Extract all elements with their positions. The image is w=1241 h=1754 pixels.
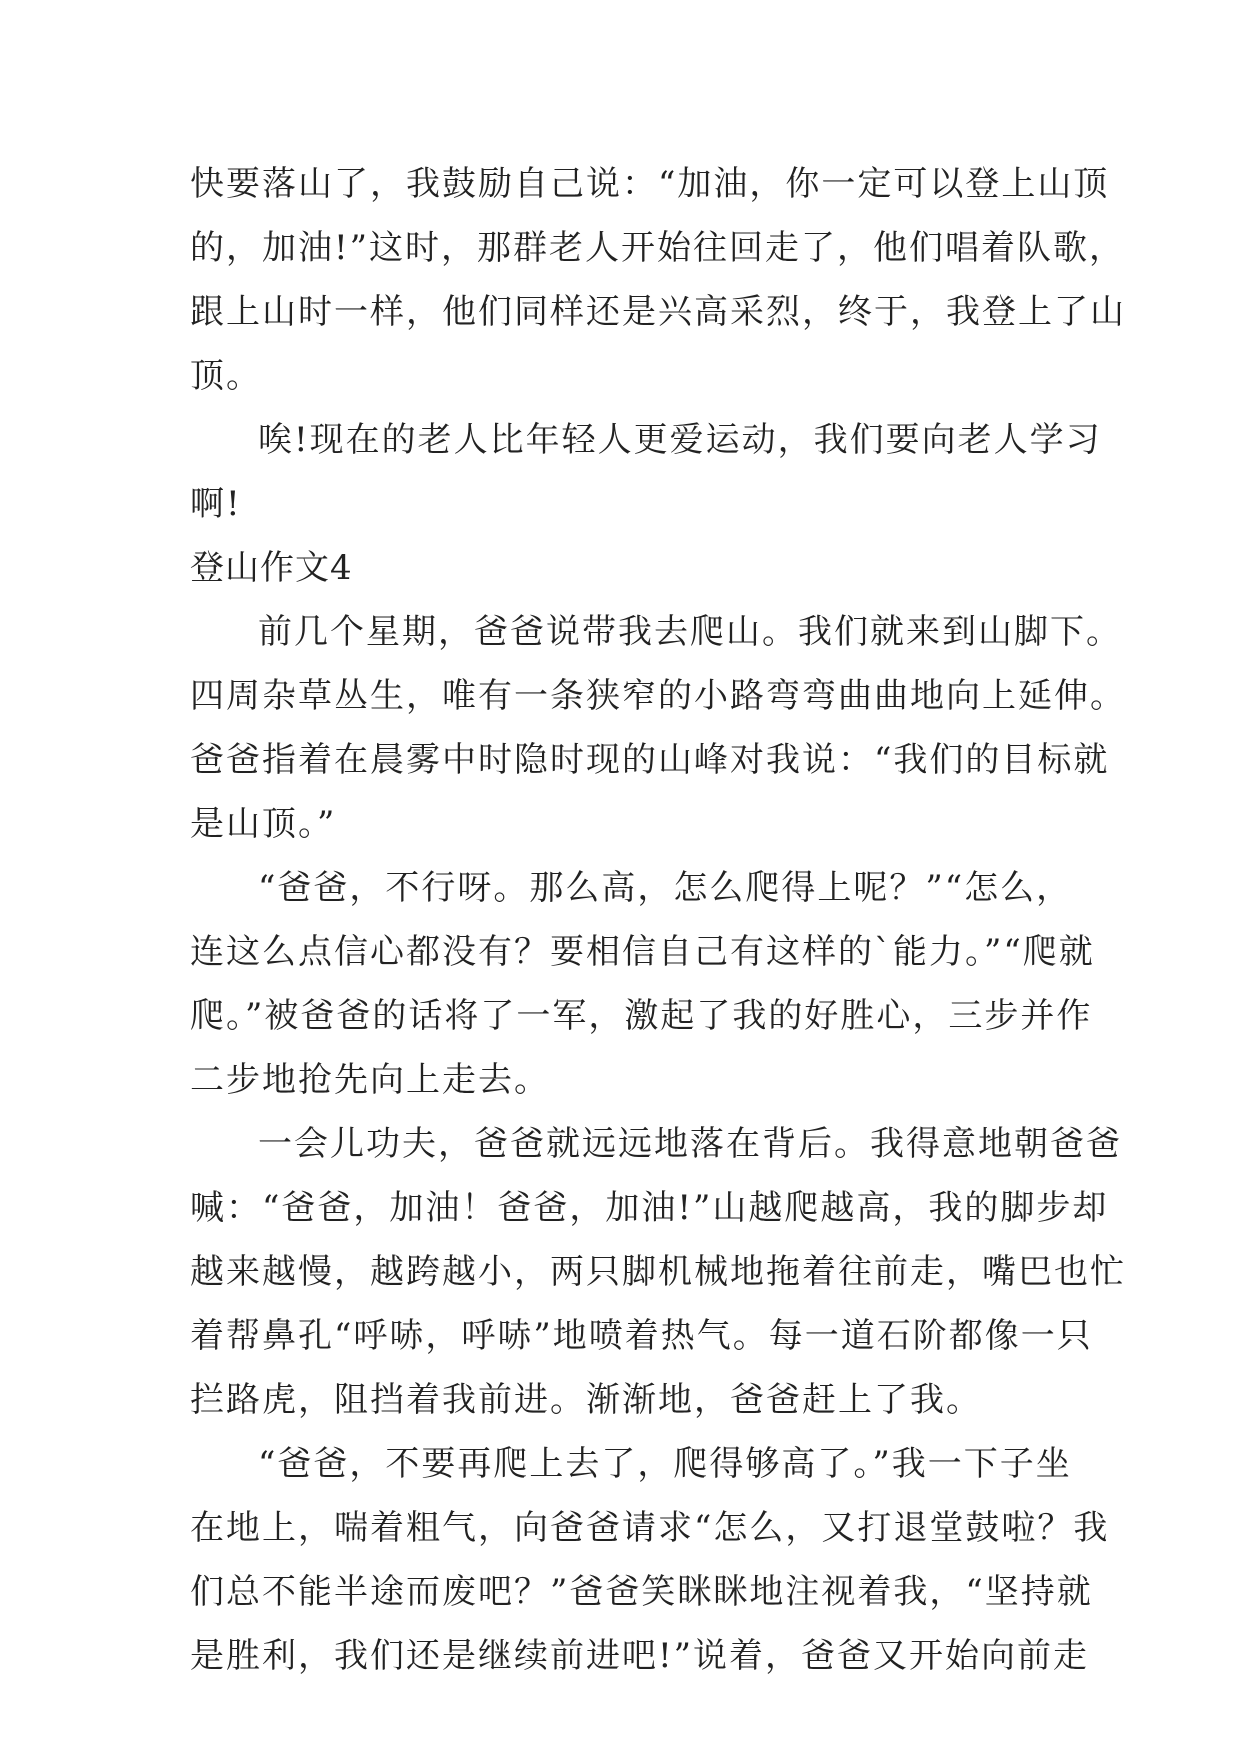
text-line: 连这么点信心都没有？要相信自己有这样的`能力。”“爬就 xyxy=(190,932,1095,972)
text-line: 是山顶。” xyxy=(190,804,337,844)
text-line: 二步地抢先向上走去。 xyxy=(190,1060,550,1100)
text-line: “爸爸，不要再爬上去了，爬得够高了。”我一下子坐 xyxy=(258,1444,1072,1484)
text-line: 喊：“爸爸，加油！爸爸，加油!”山越爬越高，我的脚步却 xyxy=(190,1188,1109,1228)
text-line: 拦路虎，阻挡着我前进。渐渐地，爸爸赶上了我。 xyxy=(190,1380,982,1420)
text-line: 爬。”被爸爸的话将了一军，激起了我的好胜心，三步并作 xyxy=(190,996,1093,1036)
text-line: 啊! xyxy=(190,484,242,524)
text-line: 在地上，喘着粗气，向爸爸请求“怎么，又打退堂鼓啦？我 xyxy=(190,1508,1110,1548)
text-line: 越来越慢，越跨越小，两只脚机械地拖着往前走，嘴巴也忙 xyxy=(190,1252,1126,1292)
text-line: 们总不能半途而废吧？”爸爸笑眯眯地注视着我，“坚持就 xyxy=(190,1572,1093,1612)
document-body xyxy=(190,152,1126,1688)
section-heading: 登山作文4 xyxy=(190,548,353,588)
text-line: 着帮鼻孔“呼哧，呼哧”地喷着热气。每一道石阶都像一只 xyxy=(190,1316,1093,1356)
text-line: 爸爸指着在晨雾中时隐时现的山峰对我说：“我们的目标就 xyxy=(190,740,1110,780)
text-line: 快要落山了，我鼓励自己说：“加油，你一定可以登上山顶 xyxy=(190,164,1110,204)
text-line: 顶。 xyxy=(190,356,262,396)
text-line: 跟上山时一样，他们同样还是兴高采烈，终于，我登上了山 xyxy=(190,292,1126,332)
text-line: 的，加油!”这时，那群老人开始往回走了，他们唱着队歌， xyxy=(190,228,1126,268)
text-line: 四周杂草丛生，唯有一条狭窄的小路弯弯曲曲地向上延伸。 xyxy=(190,676,1126,716)
text-line: 唉!现在的老人比年轻人更爱运动，我们要向老人学习 xyxy=(258,420,1102,460)
text-line: 是胜利，我们还是继续前进吧!”说着，爸爸又开始向前走 xyxy=(190,1636,1090,1676)
text-line: “爸爸，不行呀。那么高，怎么爬得上呢？”“怎么， xyxy=(258,868,1073,908)
text-line: 一会儿功夫，爸爸就远远地落在背后。我得意地朝爸爸 xyxy=(258,1124,1122,1164)
text-line: 前几个星期，爸爸说带我去爬山。我们就来到山脚下。 xyxy=(258,612,1122,652)
